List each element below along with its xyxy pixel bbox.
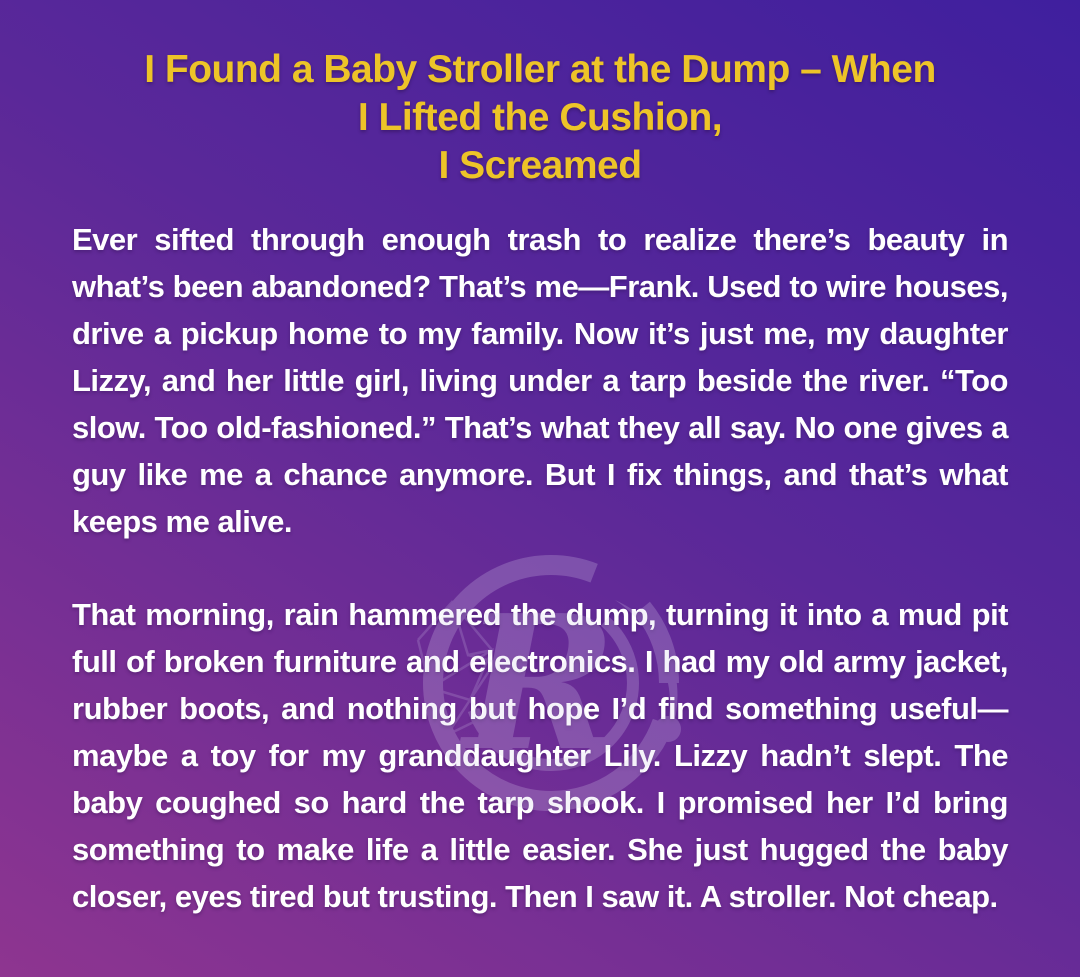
page-title — [50, 46, 1030, 190]
story-paragraph-2: That morning, rain hammered the dump, turning it into a mud pit full of broken furniture and electronics. I had my old army jacket, rubber boots, and nothing but hope I’d find something useful—maybe a toy for my granddaughter Lily. Lizzy hadn’t slept. The baby coughed so hard the tarp shook. I promised her I’d bring something to make life a little easier. She just hugged the baby closer, eyes tired but trusting. Then I saw it. A stroller. Not cheap. — [72, 597, 1008, 914]
title-line-2: I Lifted the Cushion, — [357, 96, 723, 139]
svg-text:R: R — [463, 574, 617, 792]
story-text — [72, 216, 1008, 920]
story-paragraph-1: Ever sifted through enough trash to realize there’s beauty in what’s been abandoned? That’s me—Frank. Used to wire houses, drive a pickup home to my family. Now it’s just me, my daughter Lizzy, and her little girl, living under a tarp beside the river. “Too slow. Too old-fashioned.” That’s what they all say. No one gives a guy like me a chance anymore. But I fix things, and that’s what keeps me alive. — [72, 222, 1008, 539]
title-line-3: I Screamed — [438, 144, 642, 187]
title-line-1: I Found a Baby Stroller at the Dump – When — [144, 48, 936, 91]
poster-content — [0, 46, 1080, 920]
